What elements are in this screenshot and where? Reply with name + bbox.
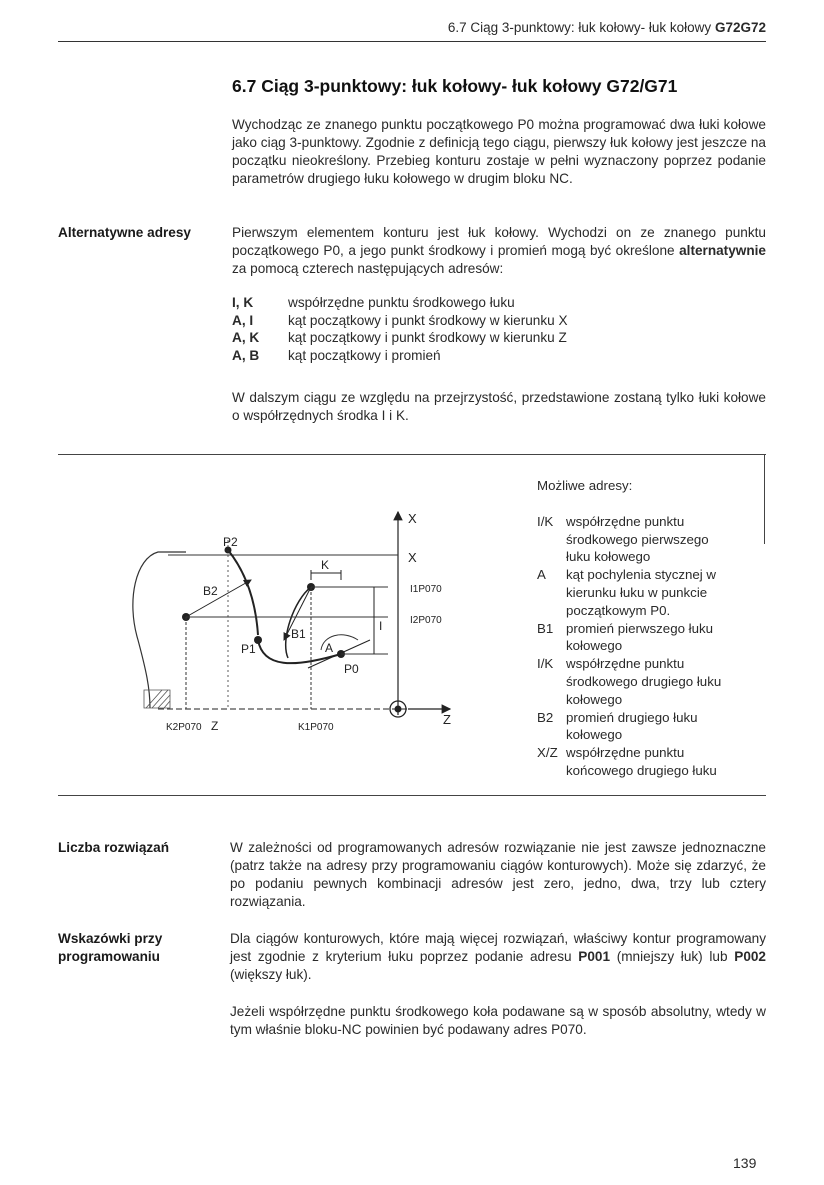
- running-header: [448, 20, 766, 35]
- address-key: I, K: [232, 295, 254, 310]
- address-desc: współrzędne punktu środkowego łuku: [288, 295, 515, 310]
- code-p002: P002: [734, 949, 766, 964]
- address-desc: kąt początkowy i punkt środkowy w kierunku X: [288, 312, 568, 328]
- possible-code: B1: [537, 620, 554, 636]
- intro-paragraph: Wychodząc ze znanego punktu początkowego P0 można programować dwa łuki kołowe jako ciąg 3-punktowy. Zgodnie z definicją tego ciągu, pierwszy łuk kołowy jest jeszcze na początku nieokreślony. Przebieg konturu zostaje w pełni wyznaczony poprzez podanie parametrów drugiego łuku kołowego w drugim bloku NC.: [232, 117, 766, 186]
- possible-item: I/K współrzędne punktu środkowego pierwszego łuku kołowego: [537, 513, 709, 565]
- address-item: [232, 312, 568, 330]
- address-list: [232, 294, 568, 364]
- possible-item: X/Z współrzędne punktu końcowego drugiego łuku: [537, 745, 717, 778]
- a-label: A: [325, 641, 334, 655]
- k2-label: K2P070: [166, 722, 202, 733]
- address-key: A, I: [232, 312, 254, 328]
- figure-top-rule: [58, 454, 766, 455]
- address-item: [232, 294, 568, 312]
- possible-code: A: [537, 567, 546, 583]
- hints-paragraph-1: Dla ciągów konturowych, które mają więcej rozwiązań, właściwy kontur programowany jest zgodnie z kryterium łuku poprzez podanie adresu P001 (mniejszy łuk) lub P002 (większy łuk).: [230, 931, 766, 982]
- z-axis-label: Z: [443, 712, 451, 727]
- possible-item: A kąt pochylenia stycznej w kierunku łuku w punkcie początkowym P0.: [537, 567, 717, 618]
- address-key: A, K: [232, 330, 260, 345]
- b2-label: B2: [203, 584, 218, 598]
- possible-code: I/K: [537, 656, 554, 672]
- contour-diagram: [58, 490, 518, 760]
- possible-heading: Możliwe adresy:: [537, 478, 633, 493]
- workpiece-outline: [133, 552, 186, 708]
- k1-label: K1P070: [298, 722, 334, 733]
- i1-label: I1P070: [410, 584, 442, 595]
- page-number: 139: [733, 1155, 757, 1171]
- solutions-heading: Liczba rozwiązań: [58, 840, 170, 855]
- running-title: 6.7 Ciąg 3-punktowy: łuk kołowy- łuk kołowy: [447, 20, 712, 35]
- k-label: K: [321, 558, 330, 572]
- p2-label: P2: [223, 535, 238, 549]
- address-desc: kąt początkowy i promień: [288, 347, 441, 363]
- hints-paragraph-2: Jeżeli współrzędne punktu środkowego koła podawane są w sposób absolutny, wtedy w tym właśnie bloku-NC powinien być podawany adres P070.: [230, 1004, 766, 1037]
- figure-bottom-rule: [58, 795, 766, 796]
- running-code: G72G72: [714, 20, 766, 35]
- alt-text-end: za pomocą czterech następujących adresów:: [232, 261, 504, 276]
- possible-code: B2: [537, 709, 554, 725]
- figure-side-rule: [764, 454, 765, 544]
- possible-code: I/K: [537, 513, 554, 529]
- possible-item: I/K współrzędne punktu środkowego drugiego łuku kołowego: [537, 656, 722, 707]
- arc-second: [228, 550, 258, 635]
- i2-label: I2P070: [410, 615, 442, 626]
- hints-heading: Wskazówki przy programowaniu: [58, 931, 163, 964]
- arc-third: [286, 587, 311, 658]
- x-axis-label: X: [408, 511, 417, 526]
- alt-after-paragraph: W dalszym ciągu ze względu na przejrzystość, przedstawione zostaną tylko łuki kołowe o współrzędnych środka I i K.: [232, 390, 766, 423]
- address-item: [232, 329, 568, 347]
- z-base-label: Z: [211, 719, 219, 733]
- alt-heading: Alternatywne adresy: [58, 225, 191, 240]
- address-key: A, B: [232, 347, 260, 363]
- solutions-paragraph: W zależności od programowanych adresów rozwiązanie nie jest zawsze jednoznaczne (patrz także na adresy przy programowaniu ciągów konturowych). Może się zdarzyć, że po podaniu pewnych kombinacji adresów jest zero, jedno, dwa, trzy lub cztery rozwiązania.: [230, 840, 766, 909]
- p1-label: P1: [241, 642, 256, 656]
- p0-label: P0: [344, 662, 359, 676]
- possible-item: B2 promień drugiego łuku kołowego: [537, 709, 698, 743]
- radius-b2: [186, 580, 251, 617]
- possible-item: B1 promień pierwszego łuku kołowego: [537, 620, 714, 654]
- i-label: I: [379, 619, 383, 633]
- alt-paragraph: [232, 224, 766, 278]
- possible-addresses: [537, 477, 757, 780]
- header-rule: [58, 41, 766, 42]
- code-p001: P001: [578, 949, 611, 964]
- alt-text-bold: alternatywnie: [679, 243, 766, 258]
- possible-code: X/Z: [537, 745, 558, 761]
- b1-label: B1: [291, 627, 306, 641]
- address-desc: kąt początkowy i punkt środkowy w kierunku Z: [288, 330, 567, 345]
- x-level-label: X: [408, 550, 417, 565]
- section-title: 6.7 Ciąg 3-punktowy: łuk kołowy- łuk kołowy G72/G71: [232, 76, 678, 96]
- address-item: [232, 347, 568, 365]
- alt-text-start: Pierwszym elementem konturu jest łuk kołowy. Wychodzi on ze znanego punktu początkowego P0, a jego punkt środkowy i promień mogą być określone: [232, 225, 766, 258]
